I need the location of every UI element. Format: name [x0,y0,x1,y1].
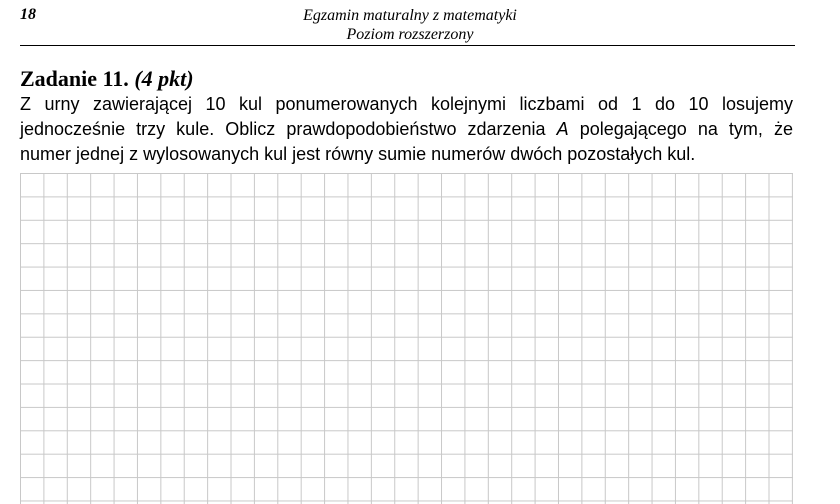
task-statement-line-3: numer jednej z wylosowanych kul jest równy sumie numerów dwóch pozostałych kul. [20,144,696,164]
line-2-before: jednocześnie trzy kule. Oblicz prawdopodobieństwo zdarzenia [20,119,557,139]
task-points: (4 pkt) [134,66,194,91]
page-number: 18 [20,6,36,23]
exam-level: Poziom rozszerzony [346,26,474,43]
task-statement-line-2 [20,117,793,142]
answer-grid[interactable] [20,173,793,504]
task-statement [20,92,793,167]
event-symbol: A [556,119,569,139]
task-statement-line-1: Z urny zawierającej 10 kul ponumerowanych kolejnymi liczbami od 1 do 10 losujemy [20,94,793,114]
header-divider [20,45,795,46]
exam-header [200,6,620,44]
exam-title: Egzamin maturalny z matematyki [303,7,517,24]
line-2-after: polegającego na tym, że [568,119,793,139]
task-title: Zadanie 11. [20,66,129,91]
task-heading [20,66,194,92]
